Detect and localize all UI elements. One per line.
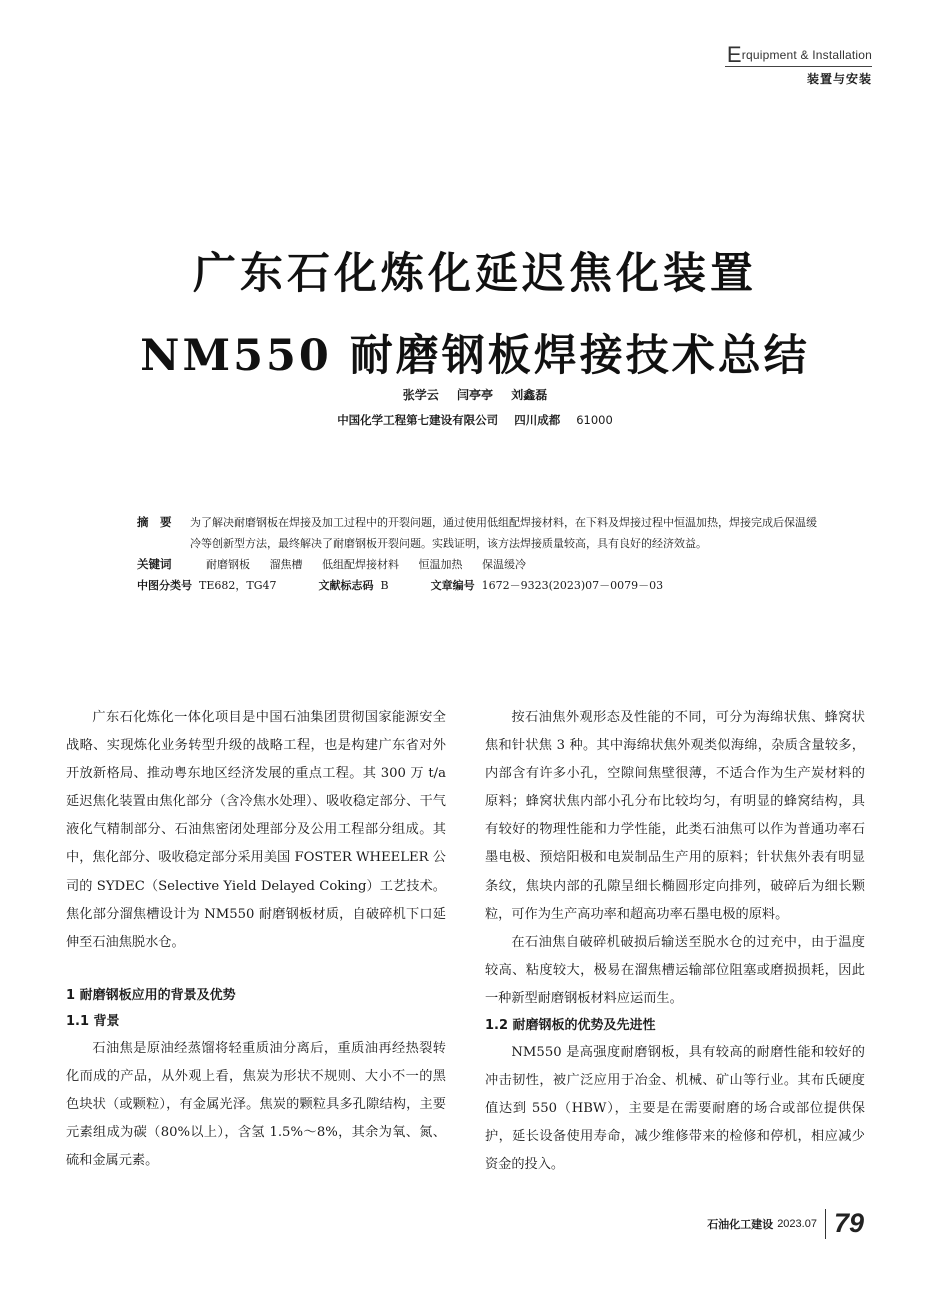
author: 张学云 [402,388,439,402]
subsection-heading: 1.1 背景 [66,1013,120,1029]
affiliation [0,412,950,428]
body-paragraph: 按石油焦外观形态及性能的不同，可分为海绵状焦、蜂窝状焦和针状焦 3 种。其中海绵状焦外观类似海绵，杂质含量较多，内部含有许多小孔，空隙间焦壁很薄，不适合作为生产炭材料的原料；蜂窝状焦内部小孔分布比较均匀，有明显的蜂窝结构，具有较好的物理性能和力学性能，此类石油焦可以作为普通功率石墨电极、预焙阳极和电炭制品生产用的原料；针状焦外表有明显条纹，焦块内部的孔隙呈细长椭圆形定向排列，破碎后为细长颗粒，可作为生产高功率和超高功率石墨电极的原料。 [485,710,865,922]
author-list [0,386,950,403]
affiliation-zip: 61000 [576,413,613,427]
footer-divider [825,1209,826,1239]
header-english-rest: rquipment & Installation [741,48,872,62]
keywords-row [137,554,817,575]
classification-row [137,575,817,596]
affiliation-city: 四川成都 [514,413,561,427]
document-code-value: B [380,579,389,592]
body-paragraph: NM550 是高强度耐磨钢板，具有较高的耐磨性能和较好的冲击韧性，被广泛应用于冶金、机械、矿山等行业。其布氏硬度值达到 550（HBW），主要是在需要耐磨的场合或部位提供保护，延长设备使用寿命，减少维修带来的检修和停机，相应减少资金的投入。 [485,1045,865,1173]
body-paragraph: 在石油焦自破碎机破损后输送至脱水仓的过充中，由于温度较高、粘度较大，极易在溜焦槽运输部位阻塞或磨损损耗，因此一种新型耐磨钢板材料应运而生。 [485,934,865,1006]
keyword: 耐磨钢板 [206,558,250,571]
document-code-label: 文献标志码 [318,579,374,592]
keyword: 恒温加热 [418,558,463,571]
paper-title-line-1: 广东石化炼化延迟焦化装置 [193,249,757,299]
article-number-value: 1672－9323(2023)07－0079－03 [481,579,664,592]
clc-code [137,575,276,596]
subsection-heading: 1.2 耐磨钢板的优势及先进性 [485,1018,656,1034]
journal-issue: 2023.07 [777,1217,817,1230]
keyword: 溜焦槽 [269,558,303,571]
paper-title-line-2: NM550 耐磨钢板焊接技术总结 [140,331,810,381]
body-paragraph: 石油焦是原油经蒸馏将轻重质油分离后，重质油再经热裂转化而成的产品，从外观上看，焦炭为形状不规则、大小不一的黑色块状（或颗粒），有金属光泽。焦炭的颗粒具多孔隙结构，主要元素组成为碳（80%以上），含氢 1.5%～8%，其余为氧、氮、硫和金属元素。 [66,1040,446,1169]
author: 闫亭亭 [456,388,493,402]
intro-paragraph: 广东石化炼化一体化项目是中国石油集团贯彻国家能源安全战略、实现炼化业务转型升级的战略工程，也是构建广东省对外开放新格局、推动粤东地区经济发展的重点工程。其 300 万 t/a 延迟焦化装置由焦化部分（含冷焦水处理）、吸收稳定部分、干气液化气精制部分、石油焦密闭处理部分及公用工程部分组成。其中，焦化部分、吸收稳定部分采用美国 FOSTER WHEELER 公司的 SYDEC（Selective Yield Delayed Coking）工艺技术。焦化部分溜焦槽设计为 NM550 耐磨钢板材质，自破碎机下口延伸至石油焦脱水仓。 [66,710,446,950]
clc-label: 中图分类号 [137,579,192,592]
affiliation-org: 中国化学工程第七建设有限公司 [337,413,499,427]
body-column-right [485,704,865,1180]
page-number: 79 [833,1208,864,1238]
header-chinese: 装置与安装 [806,72,872,86]
article-number-label: 文章编号 [430,579,475,592]
page-footer [707,1208,864,1239]
keywords-label: 关键词 [137,557,172,571]
abstract-row [137,512,817,554]
abstract-text: 为了解决耐磨钢板在焊接及加工过程中的开裂问题，通过使用低组配焊接材料，在下料及焊接过程中恒温加热，焊接完成后保温缓冷等创新型方法，最终解决了耐磨钢板开裂问题。实践证明，该方法焊接质量较高，具有良好的经济效益。 [190,516,817,550]
abstract-label: 摘 要 [137,515,172,529]
keywords-list [206,554,801,575]
journal-name: 石油化工建设 [707,1217,774,1231]
clc-value: TE682，TG47 [199,579,277,592]
document-code [318,575,388,596]
article-number [431,575,664,596]
running-header [725,42,872,87]
keyword: 低组配焊接材料 [322,558,399,571]
body-column-left [66,704,446,1175]
keyword: 保温缓冷 [482,558,526,571]
header-initial: E [726,42,742,67]
header-english [725,42,872,67]
section-heading: 1 耐磨钢板应用的背景及优势 [66,987,236,1003]
author: 刘鑫磊 [511,388,548,402]
abstract-block [137,512,817,596]
